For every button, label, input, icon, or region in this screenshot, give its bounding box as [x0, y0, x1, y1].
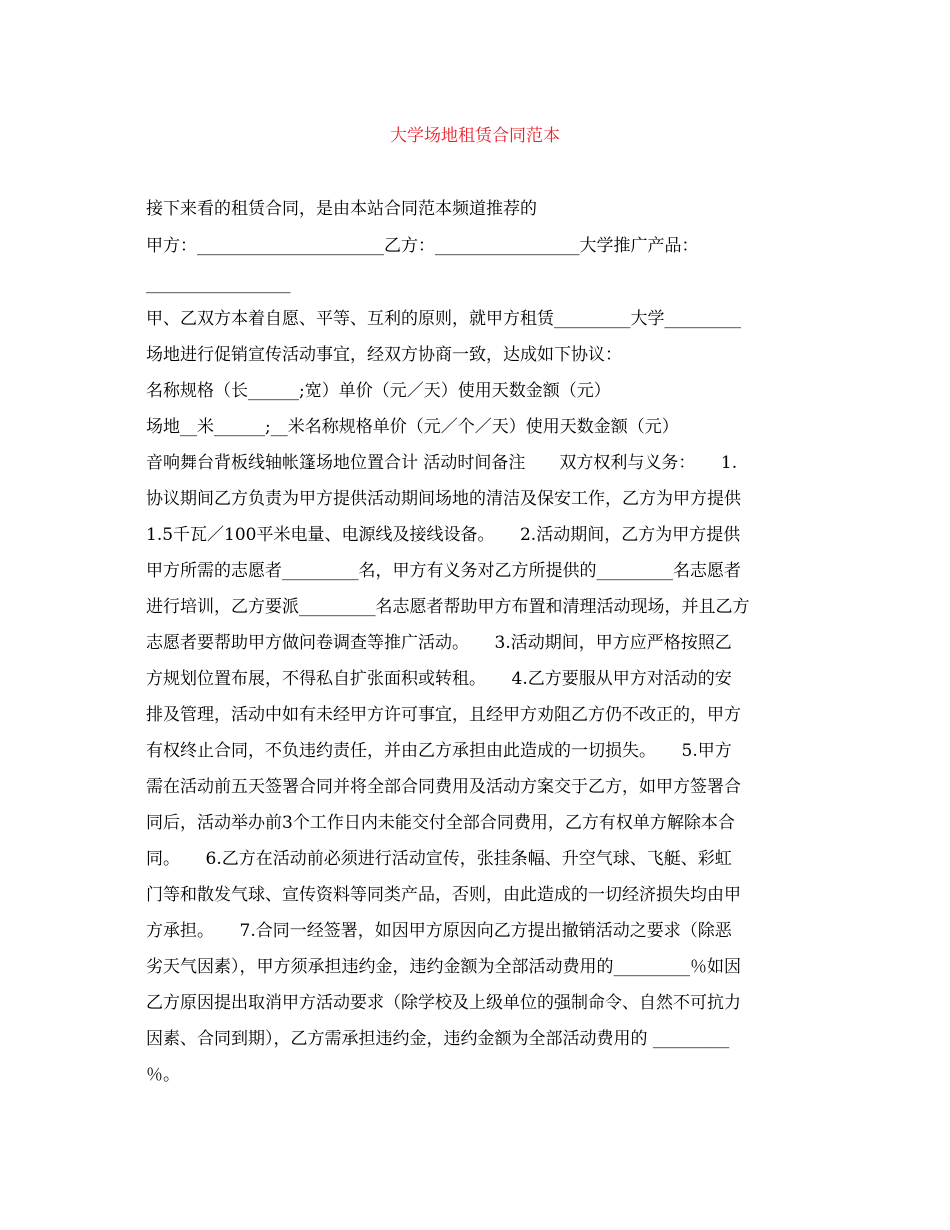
body-line: 进行培训，乙方要派_________名志愿者帮助甲方布置和清理活动现场，并且乙方 — [146, 597, 750, 617]
body-line: 同后，活动举办前3个工作日内未能交付全部合同费用，乙方有权单方解除本合 — [146, 813, 735, 833]
body-line: 需在活动前五天签署合同并将全部合同费用及活动方案交于乙方，如甲方签署合 — [146, 777, 741, 797]
parties-line: 甲方：______________________乙方：_________________大学推广产品： — [146, 236, 699, 256]
body-line: 场地__米______;__米名称规格单价（元／个／天）使用天数金额（元） — [146, 417, 679, 437]
body-line: 乙方原因提出取消甲方活动要求（除学校及上级单位的强制命令、自然不可抗力 — [146, 993, 741, 1013]
body-line: 1.5千瓦／100平米电量、电源线及接线设备。 2.活动期间，乙方为甲方提供 — [146, 525, 741, 545]
body-line: 因素、合同到期），乙方需承担违约金，违约金额为全部活动费用的 _________ — [146, 1029, 730, 1049]
body-line: 同。 6.乙方在活动前必须进行活动宣传，张挂条幅、升空气球、飞艇、彩虹 — [146, 849, 732, 869]
product-blank-line: _________________ — [146, 274, 291, 294]
body-line: 甲、乙双方本着自愿、平等、互利的原则，就甲方租赁_________大学_________ — [146, 309, 741, 329]
document-title: 大学场地租赁合同范本 — [390, 126, 560, 146]
body-line: 门等和散发气球、宣传资料等同类产品，否则，由此造成的一切经济损失均由甲 — [146, 885, 741, 905]
body-line: 有权终止合同，不负违约责任，并由乙方承担由此造成的一切损失。 5.甲方 — [146, 741, 732, 761]
body-line: 方规划位置布展，不得私自扩张面积或转租。 4.乙方要服从甲方对活动的安 — [146, 669, 732, 689]
body-line: 方承担。 7.合同一经签署，如因甲方原因向乙方提出撤销活动之要求（除恶 — [146, 921, 732, 941]
body-line: 志愿者要帮助甲方做问卷调查等推广活动。 3.活动期间，甲方应严格按照乙 — [146, 633, 732, 653]
body-line: 甲方所需的志愿者_________名，甲方有义务对乙方所提供的_________名志愿者 — [146, 561, 741, 581]
body-line: 音响舞台背板线轴帐篷场地位置合计 活动时间备注 双方权利与义务： 1. — [146, 453, 738, 473]
body-line: 名称规格（长______;宽）单价（元／天）使用天数金额（元） — [146, 381, 611, 401]
body-line: 排及管理，活动中如有未经甲方许可事宜，且经甲方劝阻乙方仍不改正的，甲方 — [146, 705, 741, 725]
body-line: ％。 — [146, 1065, 180, 1085]
body-line: 协议期间乙方负责为甲方提供活动期间场地的清洁及保安工作，乙方为甲方提供 — [146, 489, 741, 509]
body-line: 劣天气因素），甲方须承担违约金，违约金额为全部活动费用的_________％如因 — [146, 957, 741, 977]
intro-line: 接下来看的租赁合同，是由本站合同范本频道推荐的 — [146, 199, 537, 219]
body-line: 场地进行促销宣传活动事宜，经双方协商一致，达成如下协议： — [146, 345, 622, 365]
